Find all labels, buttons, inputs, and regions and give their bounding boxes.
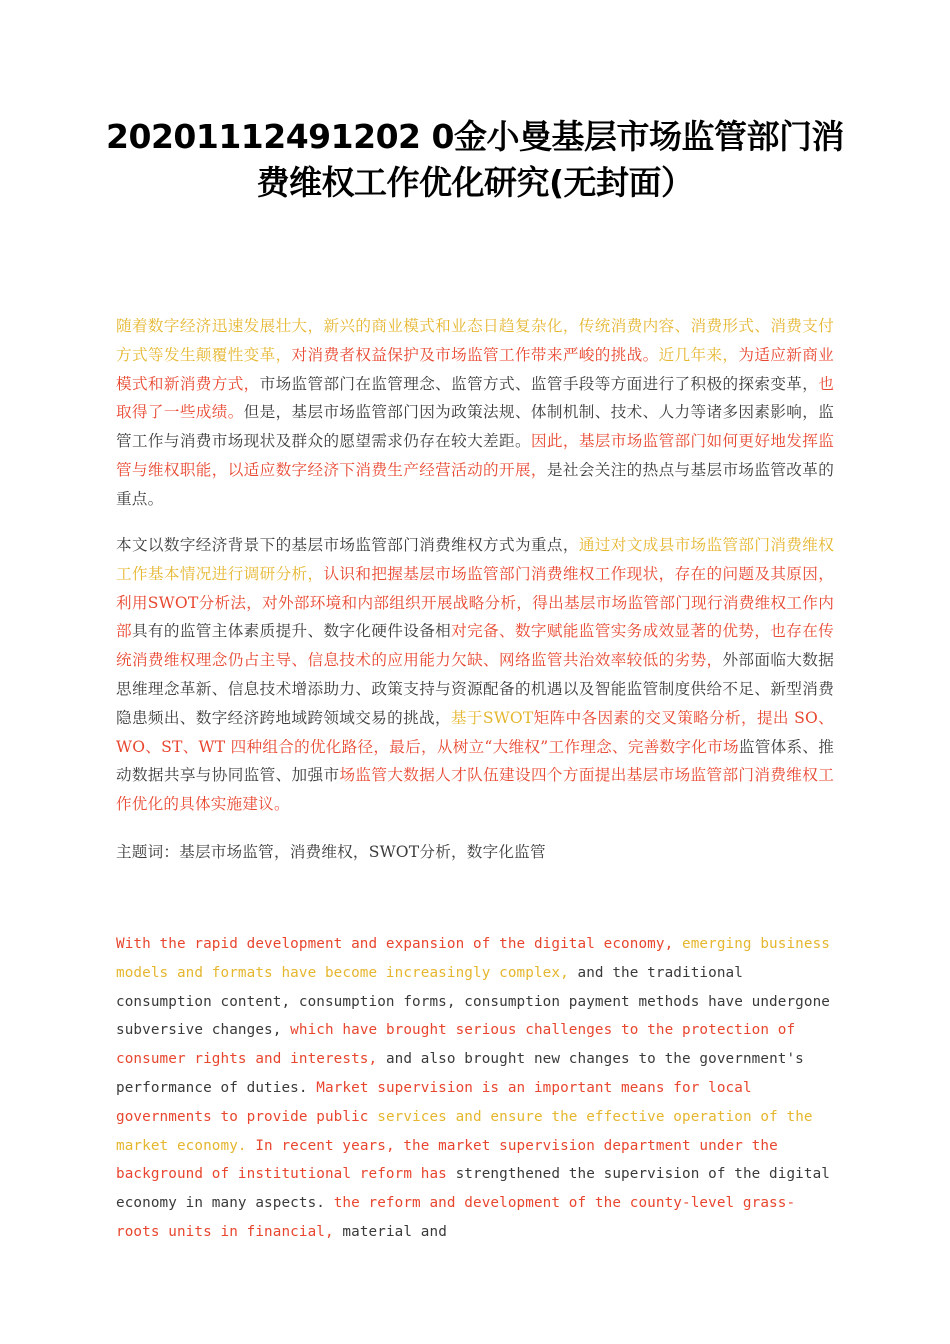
text-segment: emerging business models and formats have become increasingly complex, xyxy=(116,936,831,981)
text-segment: 具有的监管主体素质提升、数字化硬件设备相 xyxy=(131,622,452,641)
text-segment: 市场监管部门在监管理念、监管方式、监管手段等方面进行了积极的探索变革， xyxy=(259,374,819,393)
text-segment: 矩阵中各因素的交叉策略分析，提出 SO、WO、ST、WT 四种组合的优化路径，最后，从树立“大维权”工作理念、完善数字化市场 xyxy=(116,708,834,756)
text-segment: 场监管大数据人才队伍建设四个方面提出基层市场监管部门消费维权工作优化的具体实施建议。 xyxy=(116,766,834,814)
text-segment: 认识和把握基层市场监管部门消费维权工作现状，存在的问题及其原因，利用SWOT分析法，对外部环境和内部组织开展战略分析，得出基层市场监管部门现行消费维权工作内部 xyxy=(116,564,834,641)
text-segment: strengthened the supervision of the digital economy in many aspects. xyxy=(116,1166,831,1212)
text-segment: and also brought new changes to the government's performance of duties. xyxy=(116,1051,804,1096)
text-segment: 通过对文成县市场监管部门消费维权工作基本情况进行调研分析， xyxy=(116,536,834,583)
text-segment: 也取得了一些成绩。 xyxy=(116,374,834,422)
text-segment: 近几年来， xyxy=(658,345,739,364)
text-segment: 但是，基层市场监管部门因为政策法规、体制机制、技术、人力等诸多因素影响，监管工作与消费市场现状及群众的愿望需求仍存在较大差距。 xyxy=(116,403,834,451)
text-segment: 监管体系、推动数据共享与协同监管、加强市 xyxy=(116,737,834,785)
text-segment: 对消费者权益保护及市场监管工作带来严峻的挑战。 xyxy=(291,345,659,364)
text-segment: material and xyxy=(342,1223,447,1240)
abstract-zh-paragraph-2 xyxy=(116,531,834,819)
abstract-zh-paragraph-1-text xyxy=(116,312,834,514)
text-segment: Market supervision is an important means for local governments to provide public xyxy=(116,1079,752,1125)
text-segment: In recent years, the market supervision department under the background of institutional reform has xyxy=(116,1137,778,1183)
text-segment: 因此，基层市场监管部门如何更好地发挥监管与维权职能，以适应数字经济下消费生产经营活动的开展， xyxy=(116,432,834,479)
text-segment: 本文以数字经济背景下的基层市场监管部门消费维权方式为重点， xyxy=(116,536,579,554)
text-segment: which have brought serious challenges to the protection of consumer rights and interests, xyxy=(116,1022,796,1068)
text-segment: 为适应新商业模式和新消费方式， xyxy=(116,345,834,393)
text-segment: the reform and development of the county-level grass-roots units in financial, xyxy=(116,1195,796,1240)
text-segment: 对完备、数字赋能监管实务成效显著的优势，也存在传统消费维权理念仍占主导、信息技术的应用能力欠缺、网络监管共治效率较低的劣势， xyxy=(116,622,834,670)
text-segment: 外部面临大数据思维理念革新、信息技术增添助力、政策支持与资源配备的机遇以及智能监管制度供给不足、新型消费隐患频出、数字经济跨地域跨领域交易的挑战， xyxy=(116,651,834,727)
text-segment: With the rapid development and expansion of the digital economy, xyxy=(116,936,682,952)
text-segment: 随着数字经济迅速发展壮大，新兴的商业模式和业态日趋复杂化，传统消费内容、消费形式、消费支付方式等发生颠覆性变革， xyxy=(116,317,834,364)
abstract-en-paragraph-text xyxy=(116,930,836,1247)
keywords-line xyxy=(116,838,834,867)
text-segment: 基于SWOT xyxy=(450,708,534,727)
abstract-en-paragraph xyxy=(116,930,836,1247)
document-title: 20201112491202 0金小曼基层市场监管部门消费维权工作优化研究(无封面） xyxy=(106,117,844,202)
text-segment: services and ensure the effective operation of the market economy. xyxy=(116,1108,813,1154)
keywords-text: 主题词：基层市场监管，消费维权，SWOT分析，数字化监管 xyxy=(116,843,546,861)
text-segment: and the traditional consumption content, consumption forms, consumption payment methods have undergone subversive changes, xyxy=(116,964,831,1039)
abstract-zh-paragraph-1 xyxy=(116,312,834,514)
abstract-zh-paragraph-2-text xyxy=(116,531,834,819)
text-segment: 是社会关注的热点与基层市场监管改革的重点。 xyxy=(116,460,834,508)
